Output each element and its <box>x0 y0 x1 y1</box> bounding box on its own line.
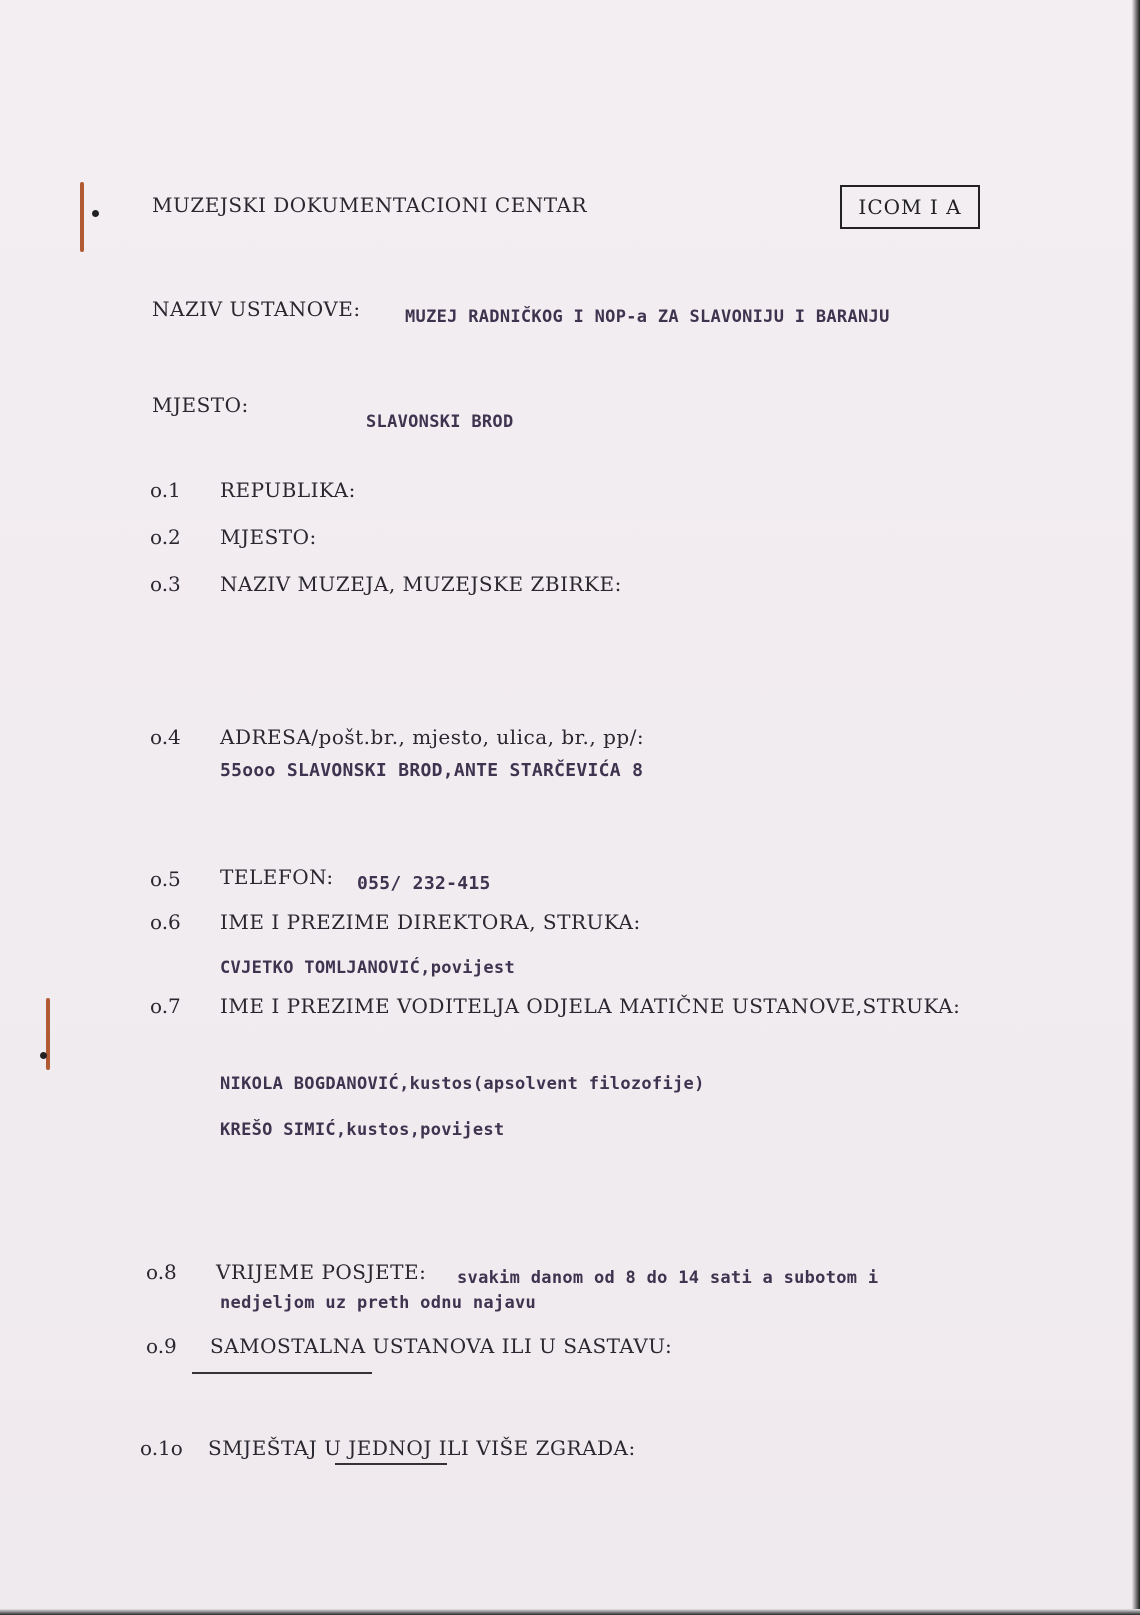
phone-label: TELEFON: <box>220 865 334 889</box>
answer-underline <box>335 1463 447 1465</box>
bleed-through-text <box>150 250 160 270</box>
address-value: 55ooo SLAVONSKI BROD,ANTE STARČEVIĆA 8 <box>220 760 644 781</box>
field-number: o.9 <box>146 1334 177 1358</box>
page-edge-right <box>1132 0 1140 1615</box>
institution-label: NAZIV USTANOVE: <box>152 297 361 321</box>
place-label: MJESTO: <box>152 393 249 417</box>
field-number: o.3 <box>150 572 181 596</box>
department-head-value: NIKOLA BOGDANOVIĆ,kustos(apsolvent filozofije) <box>220 1074 705 1094</box>
field-number: o.4 <box>150 725 181 749</box>
department-head-label: IME I PREZIME VODITELJA ODJELA MATIČNE USTANOVE,STRUKA: <box>220 994 961 1018</box>
answer-underline <box>192 1372 372 1374</box>
field-number: o.7 <box>150 994 181 1018</box>
visiting-hours-label: VRIJEME POSJETE: <box>216 1260 427 1284</box>
staple-hole-top <box>92 210 99 217</box>
field-number: o.6 <box>150 910 181 934</box>
field-number: o.1 <box>150 478 181 502</box>
director-label: IME I PREZIME DIREKTORA, STRUKA: <box>220 910 641 934</box>
museum-name-label: NAZIV MUZEJA, MUZEJSKE ZBIRKE: <box>220 572 622 596</box>
form-code-box <box>840 185 980 229</box>
field-number: o.1o <box>140 1436 183 1460</box>
form-code: ICOM I A <box>858 195 962 219</box>
field-number: o.5 <box>150 867 181 891</box>
independent-institution-label: SAMOSTALNA USTANOVA ILI U SASTAVU: <box>210 1334 673 1358</box>
address-label: ADRESA/pošt.br., mjesto, ulica, br., pp/: <box>220 725 645 749</box>
header-title: MUZEJSKI DOKUMENTACIONI CENTAR <box>152 193 588 217</box>
republic-label: REPUBLIKA: <box>220 478 356 502</box>
staple-top <box>80 182 84 252</box>
field-number: o.2 <box>150 525 181 549</box>
field-number: o.8 <box>146 1260 177 1284</box>
institution-value: MUZEJ RADNIČKOG I NOP-a ZA SLAVONIJU I BARANJU <box>405 307 890 327</box>
phone-value: 055/ 232-415 <box>357 873 491 894</box>
staple-hole-bottom <box>40 1052 47 1059</box>
building-location-label: SMJEŠTAJ U JEDNOJ ILI VIŠE ZGRADA: <box>208 1436 636 1460</box>
department-head-value: KREŠO SIMIĆ,kustos,povijest <box>220 1120 505 1140</box>
city-label: MJESTO: <box>220 525 317 549</box>
page-edge-bottom <box>0 1609 1140 1615</box>
visiting-hours-value: nedjeljom uz preth odnu najavu <box>220 1293 537 1313</box>
visiting-hours-value: svakim danom od 8 do 14 sati a subotom i <box>457 1268 879 1288</box>
place-value: SLAVONSKI BROD <box>366 412 514 432</box>
director-value: CVJETKO TOMLJANOVIĆ,povijest <box>220 958 515 978</box>
staple-bottom <box>46 998 50 1070</box>
